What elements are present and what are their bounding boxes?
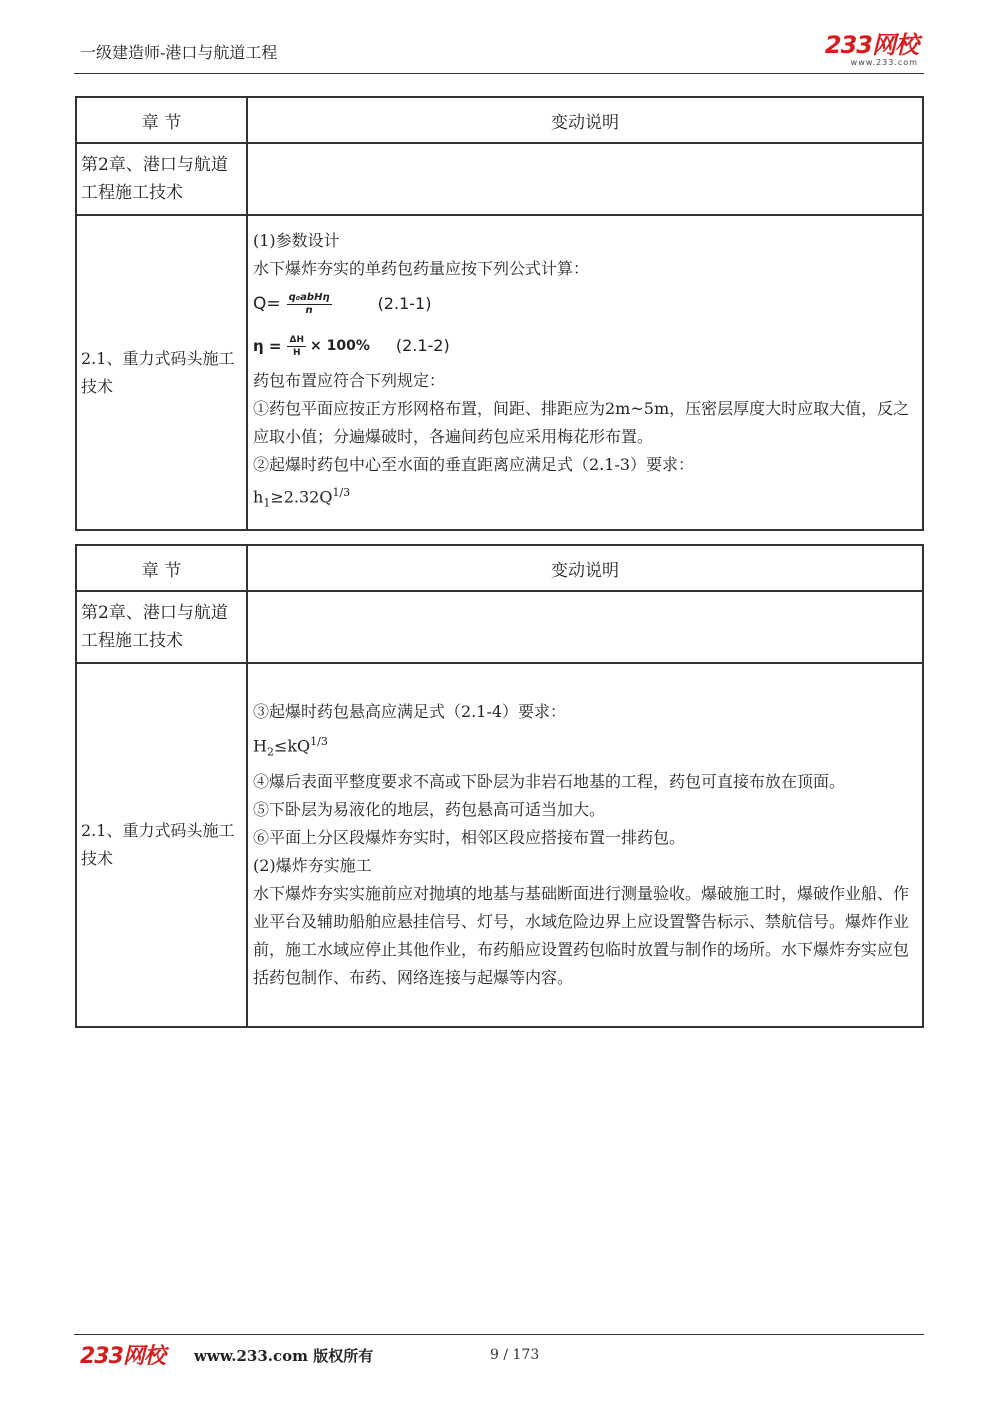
formula-base: H <box>253 736 267 756</box>
section-cell: 2.1、重力式码头施工技术 <box>76 663 247 1027</box>
formula-sub: 2 <box>266 745 274 759</box>
content-line: 水下爆炸夯实的单药包药量应按下列公式计算： <box>253 259 590 279</box>
formula-relation: ≥2.32Q <box>270 487 333 507</box>
content-line: ②起爆时药包中心至水面的垂直距离应满足式（2.1-3）要求： <box>253 455 695 475</box>
fraction-numerator: q₀abHη <box>288 291 330 303</box>
formula-fraction <box>287 334 306 359</box>
formula-lhs: η = <box>253 337 282 356</box>
chapter-cell: 第2章、港口与航道工程施工技术 <box>76 143 247 215</box>
page-header <box>74 30 924 74</box>
equation-number: (2.1-2) <box>395 336 450 356</box>
table-header-row <box>76 545 923 591</box>
content-line: 水下爆炸夯实实施前应对抛填的地基与基础断面进行测量验收。爆破施工时，爆破作业船、作业平台及辅助船舶应悬挂信号、灯号，水域危险边界上应设置警告标示、禁航信号。爆炸作业前，施工水域应停止其他作业，布药船应设置药包临时放置与制作的场所。水下爆炸夯实应包括药包制作、布药、网络连接与起爆等内容。 <box>253 884 910 988</box>
page-footer <box>74 1334 924 1374</box>
fraction-denominator: n <box>305 304 313 316</box>
content-line: ①药包平面应按正方形网格布置，间距、排距应为2m~5m，压密层厚度大时应取大值，反之应取小值；分遍爆破时，各遍间药包应采用梅花形布置。 <box>253 399 910 447</box>
formula-sub: 1 <box>263 496 271 510</box>
equation-number: (2.1-1) <box>377 294 432 314</box>
formula-2-1-2 <box>253 325 914 367</box>
chapter-row <box>76 591 923 663</box>
formula-2-1-4 <box>253 728 914 767</box>
formula-fraction <box>287 292 332 317</box>
change-table-1 <box>75 96 924 531</box>
content-line: (2)爆炸夯实施工 <box>253 856 372 876</box>
col-header-chapter: 章 节 <box>76 97 247 143</box>
chapter-cell: 第2章、港口与航道工程施工技术 <box>76 591 247 663</box>
footer-copyright: www.233.com 版权所有 <box>194 1347 374 1365</box>
header-title: 一级建造师-港口与航道工程 <box>80 43 278 62</box>
table-header-row <box>76 97 923 143</box>
formula-base: h <box>253 487 264 507</box>
change-content <box>247 663 923 1027</box>
formula-tail: × 100% <box>309 338 370 355</box>
page-number: 9 / 173 <box>490 1347 540 1363</box>
content-line: ⑥平面上分区段爆炸夯实时，相邻区段应搭接布置一排药包。 <box>253 828 686 848</box>
section-row <box>76 663 923 1027</box>
chapter-row <box>76 143 923 215</box>
section-cell: 2.1、重力式码头施工技术 <box>76 215 247 530</box>
formula-2-1-1 <box>253 283 914 325</box>
formula-sup: 1/3 <box>310 734 328 748</box>
chapter-empty-cell <box>247 143 923 215</box>
content-line: ③起爆时药包悬高应满足式（2.1-4）要求： <box>253 701 567 721</box>
brand-logo <box>825 32 918 68</box>
formula-2-1-3 <box>253 479 914 518</box>
content-line: 药包布置应符合下列规定： <box>253 371 446 391</box>
formula-relation: ≤kQ <box>273 736 311 756</box>
logo-main: 233网校 <box>824 31 918 59</box>
footer-logo: 233网校 <box>80 1344 165 1369</box>
change-content <box>247 215 923 530</box>
content-line: (1)参数设计 <box>253 231 340 251</box>
formula-sup: 1/3 <box>332 486 351 500</box>
content-line: ⑤下卧层为易液化的地层，药包悬高可适当加大。 <box>253 800 606 820</box>
col-header-change: 变动说明 <box>247 97 923 143</box>
fraction-denominator: H <box>292 347 301 358</box>
fraction-numerator: ΔH <box>289 334 304 345</box>
logo-url: www.233.com <box>850 58 918 67</box>
content-line: ④爆后表面平整度要求不高或下卧层为非岩石地基的工程，药包可直接布放在顶面。 <box>253 772 846 792</box>
formula-lhs: Q= <box>253 294 281 315</box>
col-header-change: 变动说明 <box>247 545 923 591</box>
chapter-empty-cell <box>247 591 923 663</box>
col-header-chapter: 章 节 <box>76 545 247 591</box>
section-row <box>76 215 923 530</box>
change-table-2 <box>75 544 924 1028</box>
